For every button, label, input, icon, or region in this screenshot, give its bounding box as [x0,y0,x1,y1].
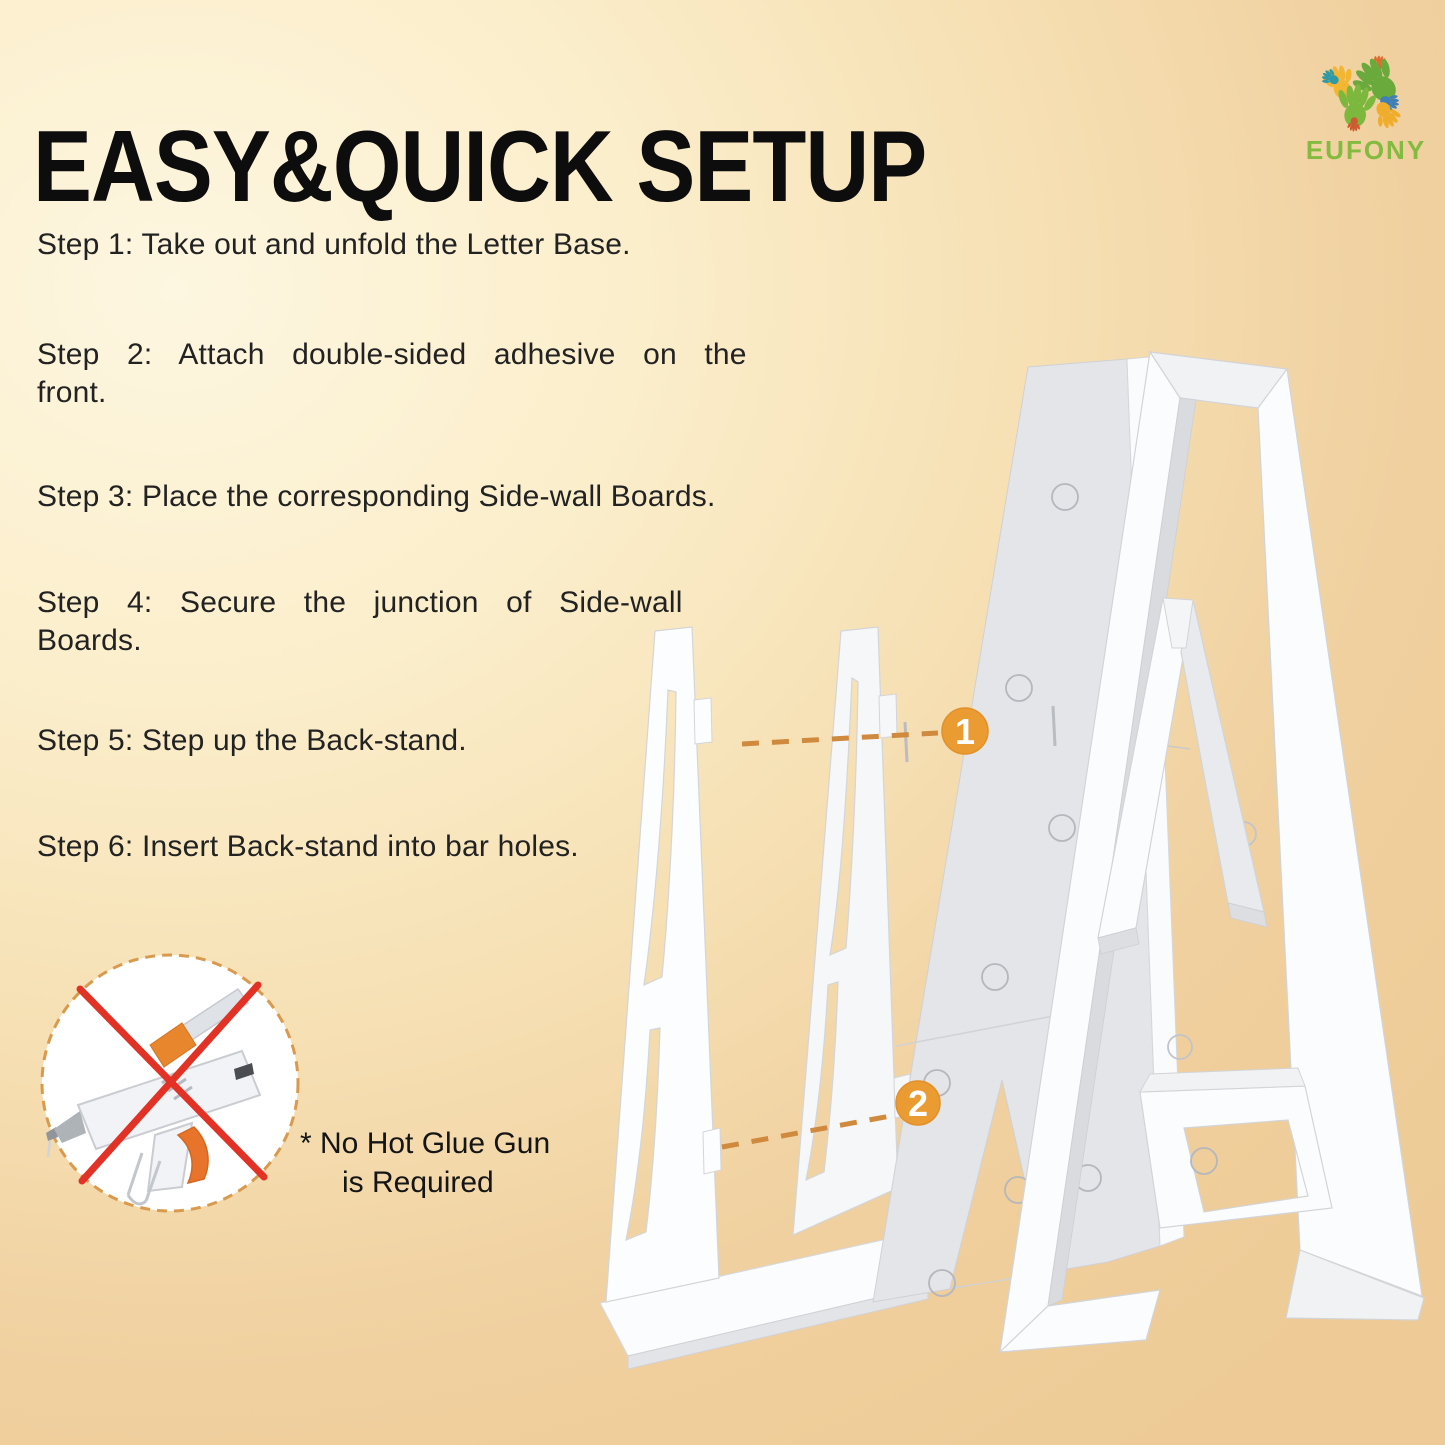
page-title: EASY&QUICK SETUP [33,110,927,224]
step-6-text: Step 6: Insert Back-stand into bar holes. [37,830,579,863]
callout-2-number: 2 [907,1083,929,1124]
step-2-text-line-2: front. [37,376,107,409]
callout-1-number: 1 [954,711,976,752]
no-glue-note [300,1124,550,1202]
step-3-text: Step 3: Place the corresponding Side-wall Boards. [37,480,716,513]
step-1-text: Step 1: Take out and unfold the Letter Base. [37,228,631,261]
step-5-text: Step 5: Step up the Back-stand. [37,724,467,757]
no-hot-glue-gun-icon [20,933,320,1233]
callout-1-badge [942,708,988,754]
brand-name: EUFONY [1305,135,1427,165]
step-4-text-line-1: Step 4: Secure the junction of Side-wall [37,586,683,619]
callout-2-badge [896,1081,940,1125]
step-4-text-line-2: Boards. [37,624,142,657]
crossbar-piece [1140,1068,1332,1228]
step-2-text-line-1: Step 2: Attach double-sided adhesive on the [37,338,747,371]
no-glue-note-line-2: is Required [342,1166,494,1199]
no-glue-note-line-1: * No Hot Glue Gun [300,1127,551,1160]
